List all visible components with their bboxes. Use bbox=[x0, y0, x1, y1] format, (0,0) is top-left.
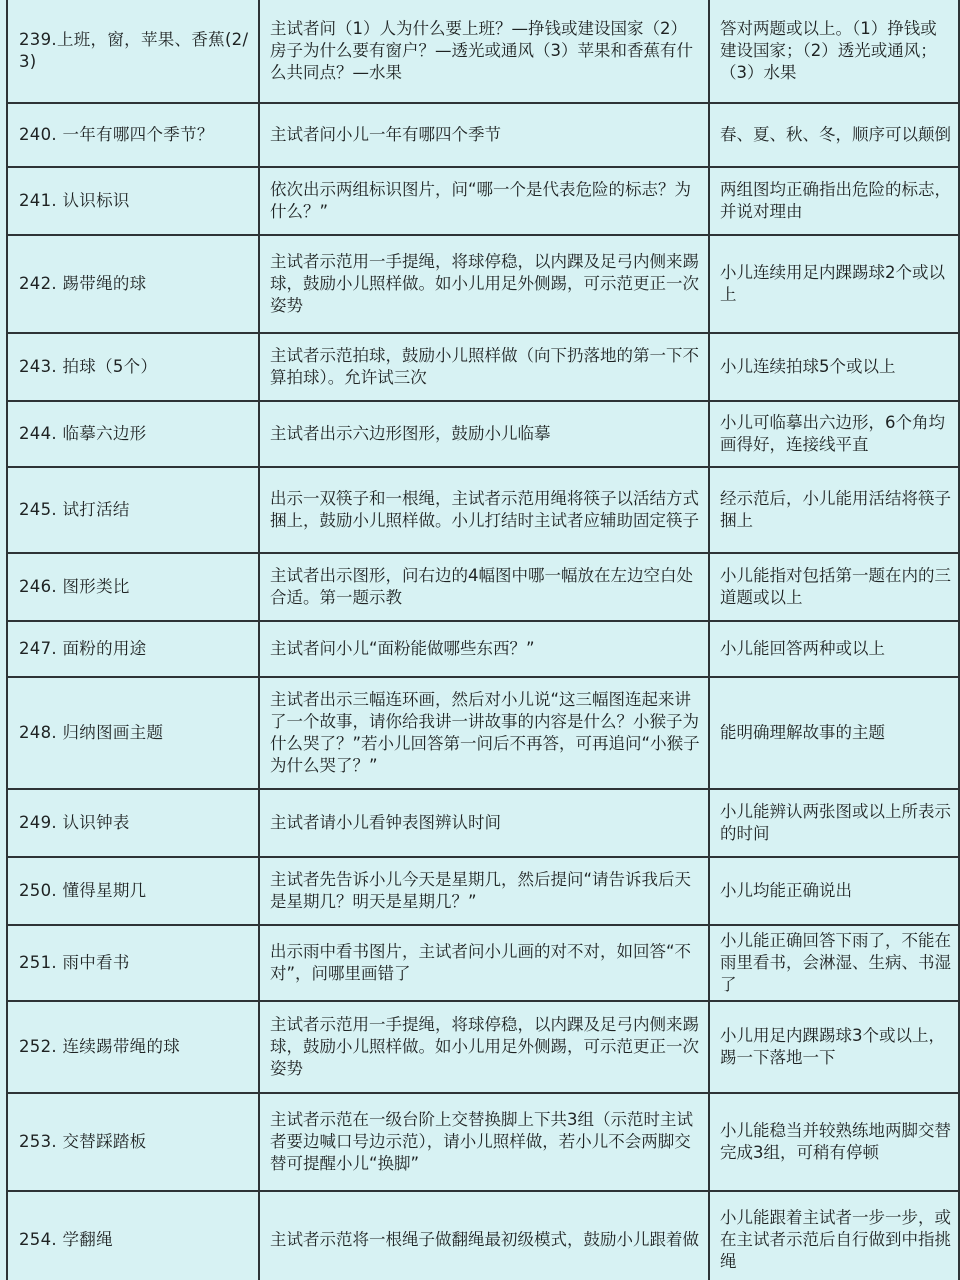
method-cell: 主试者示范将一根绳子做翻绳最初级模式，鼓励小儿跟着做 bbox=[259, 1191, 709, 1280]
method-cell: 主试者出示图形，问右边的4幅图中哪一幅放在左边空白处合适。第一题示教 bbox=[259, 553, 709, 621]
criteria-cell: 小儿能跟着主试者一步一步，或在主试者示范后自行做到中指挑绳 bbox=[709, 1191, 959, 1280]
method-cell: 出示雨中看书图片，主试者问小儿画的对不对，如回答“不对”，问哪里画错了 bbox=[259, 925, 709, 1001]
item-cell: 248. 归纳图画主题 bbox=[7, 677, 259, 789]
method-cell: 主试者出示三幅连环画，然后对小儿说“这三幅图连起来讲了一个故事，请你给我讲一讲故事的内容是什么？小猴子为什么哭了？”若小儿回答第一问后不再答，可再追问“小猴子为什么哭了？” bbox=[259, 677, 709, 789]
table-row bbox=[7, 235, 959, 333]
table-row bbox=[7, 857, 959, 925]
table-row bbox=[7, 1191, 959, 1280]
item-cell: 244. 临摹六边形 bbox=[7, 401, 259, 467]
method-cell: 主试者问小儿“面粉能做哪些东西？” bbox=[259, 621, 709, 677]
criteria-cell: 答对两题或以上。（1）挣钱或建设国家；（2）透光或通风；（3）水果 bbox=[709, 0, 959, 103]
criteria-cell: 能明确理解故事的主题 bbox=[709, 677, 959, 789]
item-cell: 245. 试打活结 bbox=[7, 467, 259, 553]
method-cell: 主试者先告诉小儿今天是星期几，然后提问“请告诉我后天是星期几？明天是星期几？” bbox=[259, 857, 709, 925]
table-row bbox=[7, 789, 959, 857]
table-row bbox=[7, 925, 959, 1001]
criteria-cell: 小儿均能正确说出 bbox=[709, 857, 959, 925]
item-cell: 250. 懂得星期几 bbox=[7, 857, 259, 925]
item-cell: 241. 认识标识 bbox=[7, 167, 259, 235]
table-row bbox=[7, 333, 959, 401]
criteria-cell: 小儿能稳当并较熟练地两脚交替完成3组，可稍有停顿 bbox=[709, 1093, 959, 1191]
method-cell: 主试者出示六边形图形，鼓励小儿临摹 bbox=[259, 401, 709, 467]
method-cell: 主试者示范在一级台阶上交替换脚上下共3组（示范时主试者要边喊口号边示范），请小儿照样做，若小儿不会两脚交替可提醒小儿“换脚” bbox=[259, 1093, 709, 1191]
criteria-cell: 小儿能回答两种或以上 bbox=[709, 621, 959, 677]
item-cell: 253. 交替踩踏板 bbox=[7, 1093, 259, 1191]
criteria-cell: 小儿能辨认两张图或以上所表示的时间 bbox=[709, 789, 959, 857]
method-cell: 主试者请小儿看钟表图辨认时间 bbox=[259, 789, 709, 857]
table-row bbox=[7, 401, 959, 467]
criteria-cell: 小儿连续拍球5个或以上 bbox=[709, 333, 959, 401]
item-cell: 243. 拍球（5个） bbox=[7, 333, 259, 401]
table-row bbox=[7, 467, 959, 553]
table-row bbox=[7, 677, 959, 789]
table-row bbox=[7, 1093, 959, 1191]
assessment-table bbox=[6, 0, 960, 1280]
table-row bbox=[7, 103, 959, 167]
item-cell: 242. 踢带绳的球 bbox=[7, 235, 259, 333]
table-row bbox=[7, 553, 959, 621]
method-cell: 主试者示范用一手提绳，将球停稳，以内踝及足弓内侧来踢球，鼓励小儿照样做。如小儿用足外侧踢，可示范更正一次姿势 bbox=[259, 235, 709, 333]
table-body bbox=[7, 0, 959, 1280]
criteria-cell: 小儿可临摹出六边形，6个角均画得好，连接线平直 bbox=[709, 401, 959, 467]
item-cell: 254. 学翻绳 bbox=[7, 1191, 259, 1280]
item-cell: 249. 认识钟表 bbox=[7, 789, 259, 857]
method-cell: 主试者问（1）人为什么要上班？—挣钱或建设国家（2）房子为什么要有窗户？—透光或通风（3）苹果和香蕉有什么共同点？—水果 bbox=[259, 0, 709, 103]
method-cell: 主试者问小儿一年有哪四个季节 bbox=[259, 103, 709, 167]
criteria-cell: 春、夏、秋、冬，顺序可以颠倒 bbox=[709, 103, 959, 167]
method-cell: 出示一双筷子和一根绳，主试者示范用绳将筷子以活结方式捆上，鼓励小儿照样做。小儿打结时主试者应辅助固定筷子 bbox=[259, 467, 709, 553]
table-row bbox=[7, 0, 959, 103]
item-cell: 251. 雨中看书 bbox=[7, 925, 259, 1001]
method-cell: 主试者示范拍球，鼓励小儿照样做（向下扔落地的第一下不算拍球）。允许试三次 bbox=[259, 333, 709, 401]
method-cell: 主试者示范用一手提绳，将球停稳，以内踝及足弓内侧来踢球，鼓励小儿照样做。如小儿用足外侧踢，可示范更正一次姿势 bbox=[259, 1001, 709, 1093]
criteria-cell: 小儿能指对包括第一题在内的三道题或以上 bbox=[709, 553, 959, 621]
criteria-cell: 小儿用足内踝踢球3个或以上，踢一下落地一下 bbox=[709, 1001, 959, 1093]
criteria-cell: 两组图均正确指出危险的标志，并说对理由 bbox=[709, 167, 959, 235]
item-cell: 239.上班，窗，苹果、香蕉(2/3) bbox=[7, 0, 259, 103]
item-cell: 240. 一年有哪四个季节？ bbox=[7, 103, 259, 167]
table-row bbox=[7, 1001, 959, 1093]
table-row bbox=[7, 167, 959, 235]
method-cell: 依次出示两组标识图片，问“哪一个是代表危险的标志？为什么？” bbox=[259, 167, 709, 235]
item-cell: 247. 面粉的用途 bbox=[7, 621, 259, 677]
criteria-cell: 小儿能正确回答下雨了，不能在雨里看书，会淋湿、生病、书湿了 bbox=[709, 925, 959, 1001]
criteria-cell: 小儿连续用足内踝踢球2个或以上 bbox=[709, 235, 959, 333]
criteria-cell: 经示范后，小儿能用活结将筷子捆上 bbox=[709, 467, 959, 553]
table-row bbox=[7, 621, 959, 677]
item-cell: 246. 图形类比 bbox=[7, 553, 259, 621]
item-cell: 252. 连续踢带绳的球 bbox=[7, 1001, 259, 1093]
